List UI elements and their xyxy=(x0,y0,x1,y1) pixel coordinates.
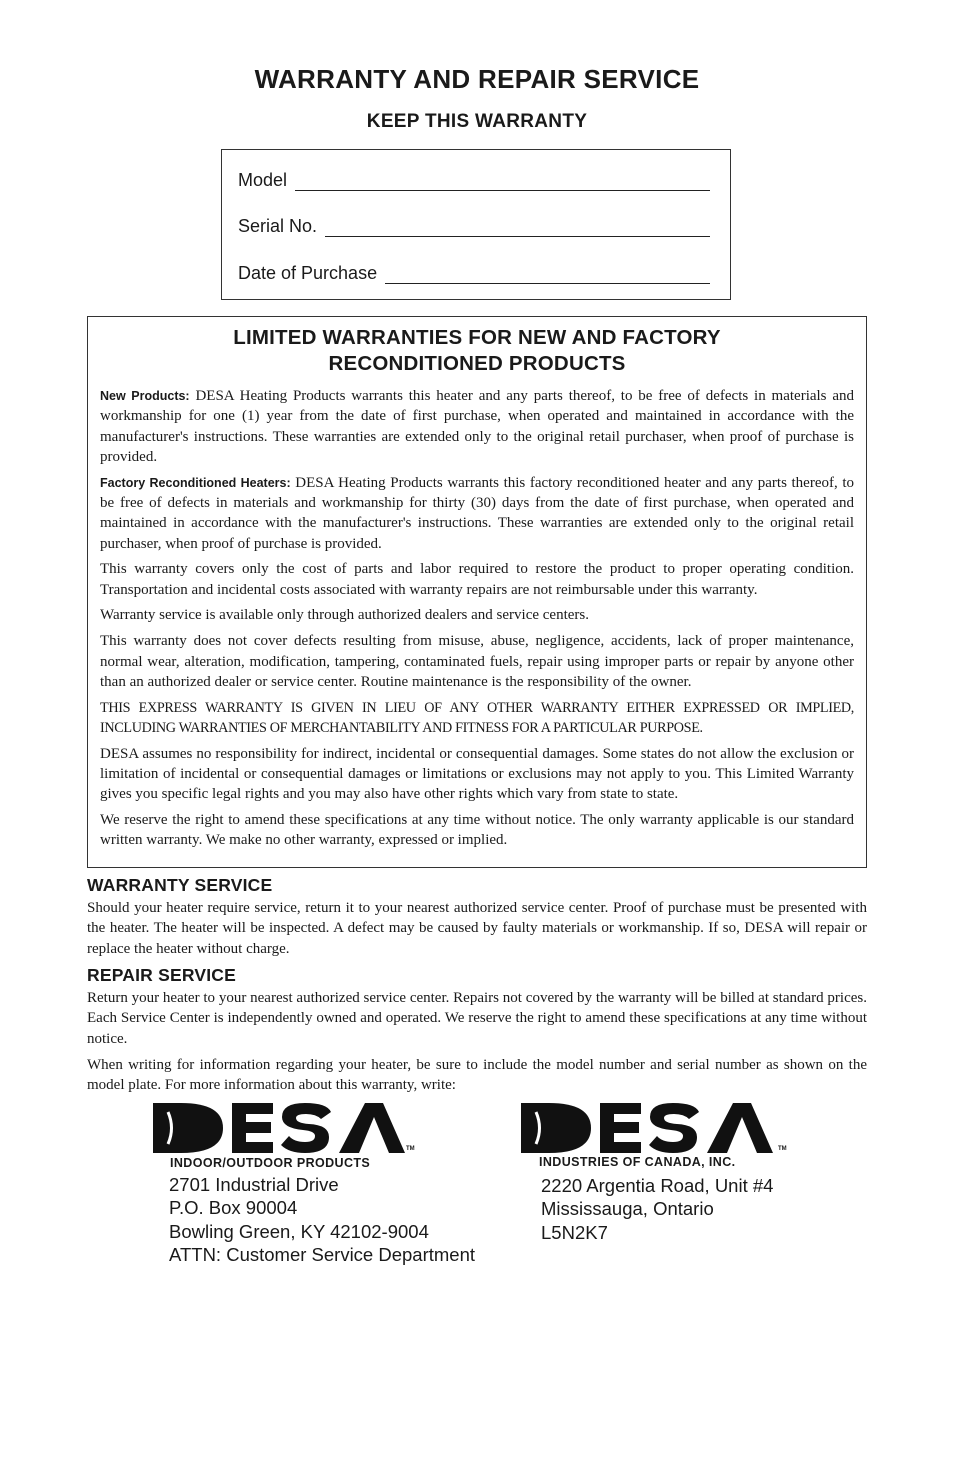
cost-paragraph: This warranty covers only the cost of parts and labor required to restore the product to proper operating condition. Transportation and incidental costs associated with warranty repairs are not reimbursable under this warranty. xyxy=(100,561,854,598)
page-title: WARRANTY AND REPAIR SERVICE xyxy=(254,64,700,94)
warranty-service-heading: WARRANTY SERVICE xyxy=(87,875,273,895)
repair-service-section xyxy=(87,965,867,1101)
limited-warranty-heading xyxy=(100,325,854,377)
new-products-text: DESA Heating Products warrants this heater and any parts thereof, to be free of defects in materials and workmanship for one (1) year from the date of first purchase, when operated and maintained in accordance with the manufacturer's instructions. These warranties are extended only to the original retail purchaser, when proof of purchase is provided. xyxy=(100,388,855,465)
canada-address-line-2: Mississauga, Ontario xyxy=(541,1198,714,1220)
warranty-service-text: Should your heater require service, return it to your nearest authorized service center. Proof of purchase must be presented with the heater. The heater will be inspected. A defect may be caused by faulty materials or workmanship. If so, DESA will repair or replace the heater without charge. xyxy=(87,900,867,957)
date-field-line xyxy=(385,265,710,284)
desa-logo-canada xyxy=(521,1103,773,1153)
us-address-line-2: P.O. Box 90004 xyxy=(169,1197,298,1219)
canada-division-name: INDUSTRIES OF CANADA, INC. xyxy=(539,1155,736,1169)
canada-address-line-3: L5N2K7 xyxy=(541,1221,608,1243)
tm-mark-us: TM xyxy=(406,1146,415,1152)
repair-service-heading: REPAIR SERVICE xyxy=(87,965,236,985)
model-row xyxy=(238,170,710,191)
liability-paragraph: DESA assumes no responsibility for indirect, incidental or consequential damages. Some states do not allow the exclusion or limitation of incidental or consequential damages or limitations or exclusions may not apply to you. This Limited Warranty gives you specific legal rights and you may also have other rights which vary from state to state. xyxy=(100,745,854,803)
us-address xyxy=(169,1173,475,1266)
warranty-service-section xyxy=(87,875,867,965)
express-warranty-paragraph: THIS EXPRESS WARRANTY IS GIVEN IN LIEU OF ANY OTHER WARRANTY EITHER EXPRESSED OR IMPLIED, INCLUDING WARRANTIES OF MERCHANTABILITY AND FITNESS FOR A PARTICULAR PURPOSE. xyxy=(100,699,854,736)
exclusions-paragraph: This warranty does not cover defects resulting from misuse, abuse, negligence, accidents, lack of proper maintenance, normal wear, alteration, modification, tampering, contaminated fuels, repair using improper parts or repair by anyone other than an authorized dealer or service center. Routine maintenance is the responsibility of the owner. xyxy=(100,633,854,690)
tm-mark-canada: TM xyxy=(778,1146,787,1152)
service-availability-paragraph: Warranty service is available only through authorized dealers and service centers. xyxy=(100,607,590,624)
reconditioned-lead: Factory Reconditioned Heaters: xyxy=(100,475,291,490)
model-label: Model xyxy=(238,170,288,190)
date-label: Date of Purchase xyxy=(238,263,378,283)
us-address-line-4: ATTN: Customer Service Department xyxy=(169,1243,476,1265)
reconditioned-text: DESA Heating Products warrants this factory reconditioned heater and any parts thereof, to be free of defects in materials and workmanship for thirty (30) days from the date of first purchase, when operated and maintained in accordance with the manufacturer's instructions. These warranties are extended only to the original retail purchaser, when proof of purchase is provided. xyxy=(100,474,854,552)
serial-label: Serial No. xyxy=(238,216,318,236)
serial-row xyxy=(238,216,710,237)
desa-logo-us xyxy=(153,1103,405,1153)
page-subtitle: KEEP THIS WARRANTY xyxy=(366,111,588,132)
us-address-line-1: 2701 Industrial Drive xyxy=(169,1174,339,1195)
us-address-line-3: Bowling Green, KY 42102-9004 xyxy=(169,1220,429,1242)
new-products-paragraph xyxy=(100,386,854,467)
date-row xyxy=(238,263,710,284)
repair-service-text: Return your heater to your nearest authorized service center. Repairs not covered by the warranty will be billed at standard prices. Each Service Center is independently owned and operated. We reserve the right to amend these specifications at any time without notice. xyxy=(87,990,867,1047)
canada-address xyxy=(541,1174,773,1244)
heading-line-2: RECONDITIONED PRODUCTS xyxy=(328,352,626,375)
new-products-lead: New Products: xyxy=(100,389,190,403)
registration-box xyxy=(221,149,731,300)
us-division-name: INDOOR/OUTDOOR PRODUCTS xyxy=(170,1156,371,1170)
model-field-line xyxy=(295,172,710,191)
reserve-paragraph: We reserve the right to amend these specifications at any time without notice. The only warranty applicable is our standard written warranty. We make no other warranty, expressed or implied. xyxy=(100,812,854,849)
limited-warranty-box xyxy=(87,316,867,868)
canada-address-line-1: 2220 Argentia Road, Unit #4 xyxy=(541,1175,774,1196)
heading-line-1: LIMITED WARRANTIES FOR NEW AND FACTORY xyxy=(233,326,721,349)
serial-field-line xyxy=(325,218,710,237)
writing-instructions-text: When writing for information regarding your heater, be sure to include the model number and serial number as shown on the model plate. For more information about this warranty, write: xyxy=(87,1056,867,1094)
reconditioned-paragraph xyxy=(100,473,854,554)
